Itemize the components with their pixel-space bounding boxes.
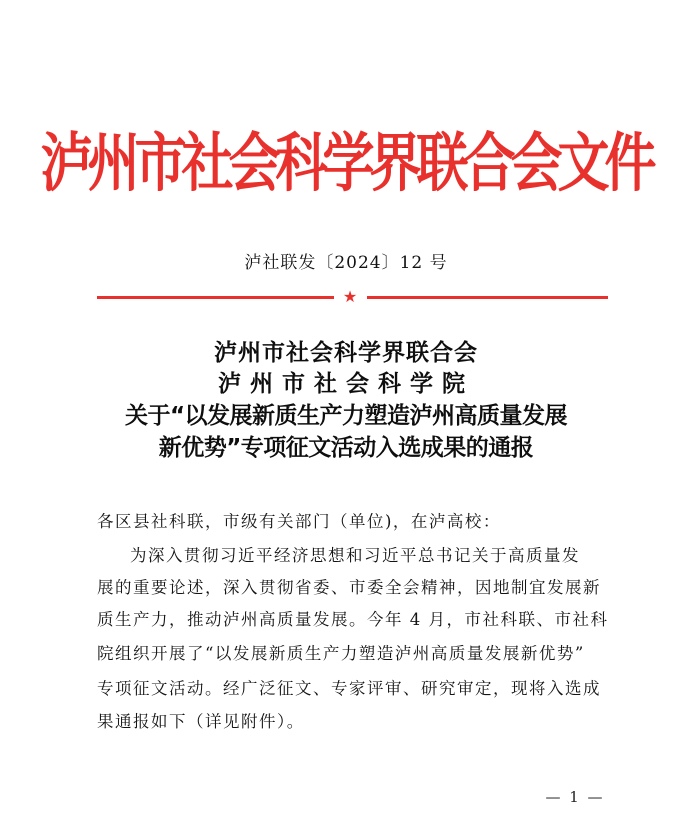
title-line-4: 新优势”专项征文活动入选成果的通报 bbox=[158, 435, 534, 461]
body-paragraph-line: 为深入贯彻习近平经济思想和习近平总书记关于高质量发 bbox=[130, 546, 580, 565]
body-paragraph-line: 展的重要论述，深入贯彻省委、市委全会精神，因地制宜发展新 bbox=[97, 578, 601, 597]
red-divider-left bbox=[97, 296, 334, 299]
title-line-1: 泸州市社会科学界联合会 bbox=[214, 340, 478, 366]
title-line-2: 泸州市社会科学院 bbox=[218, 371, 474, 397]
red-divider-right bbox=[367, 296, 608, 299]
body-paragraph-line: 院组织开展了“以发展新质生产力塑造泸州高质量发展新优势” bbox=[97, 644, 585, 663]
title-line-3: 关于“以发展新质生产力塑造泸州高质量发展 bbox=[124, 403, 568, 429]
body-paragraph-line: 质生产力，推动泸州高质量发展。今年 4 月，市社科联、市社科 bbox=[97, 610, 609, 629]
body-paragraph-line: 果通报如下（详见附件）。 bbox=[97, 712, 305, 731]
body-paragraph-line: 专项征文活动。经广泛征文、专家评审、研究审定，现将入选成 bbox=[97, 679, 601, 698]
page-number: — 1 — bbox=[545, 788, 605, 806]
addressee-line: 各区县社科联，市级有关部门（单位)，在泸高校： bbox=[97, 512, 501, 531]
star-icon: ★ bbox=[342, 287, 358, 306]
document-number: 泸社联发〔2024〕12 号 bbox=[244, 253, 448, 273]
masthead-title: 泸州市社会科学界联合会文件 bbox=[40, 127, 652, 201]
